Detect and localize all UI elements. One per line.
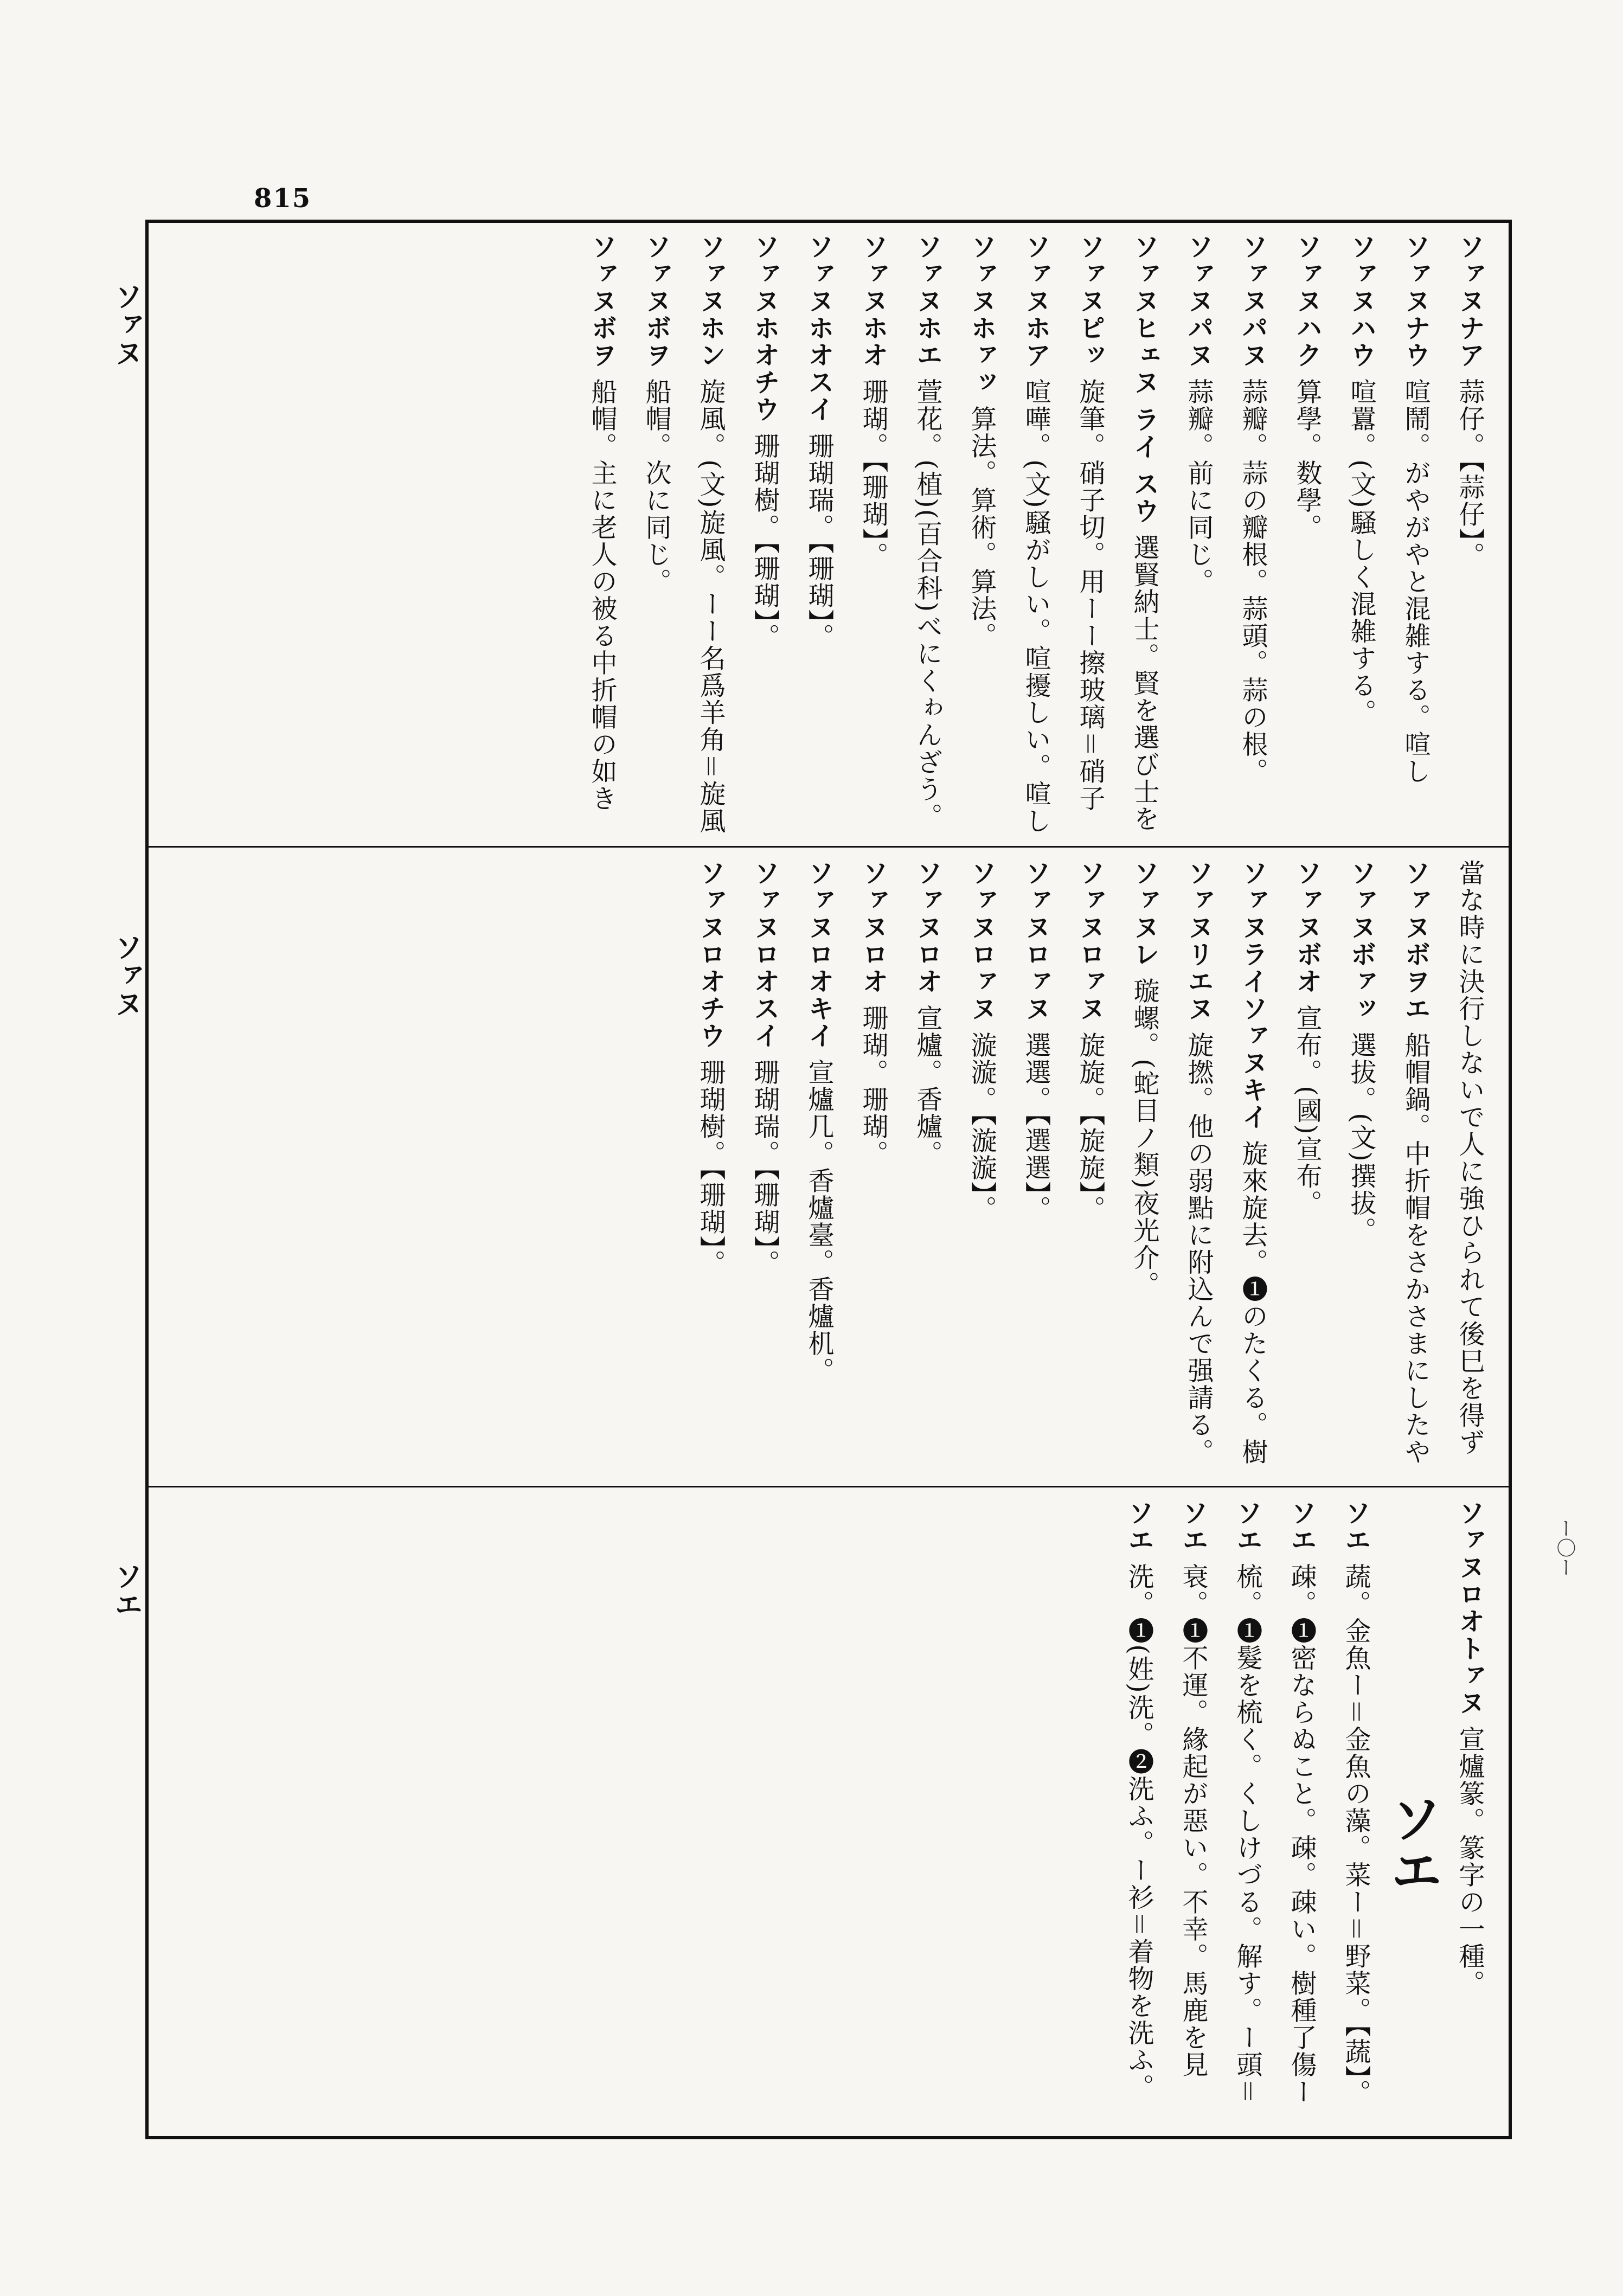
- entry-headword: ソエ: [1124, 1499, 1154, 1554]
- entry-definition: 珊瑚瑞。【珊瑚】。: [749, 1059, 780, 1277]
- side-tab-middle: ソァヌ: [110, 933, 142, 1017]
- section-bottom: [157, 1499, 1497, 2123]
- entry-headword: ソァヌホエ: [912, 233, 942, 369]
- entry-headword: ソァヌロァヌ: [966, 860, 997, 1022]
- entry-definition: 船帽。主に老人の被る中折帽の如き: [587, 378, 617, 812]
- entry-headword: ソァヌホオ: [858, 233, 888, 369]
- entry-definition: 旋來旋去。❶のたくる。樹: [1237, 1140, 1268, 1466]
- entry-definition: 珊瑚。【珊瑚】。: [858, 378, 888, 569]
- entry-definition: 蔬。金魚ー＝金魚の藻。菜ー＝野菜。【蔬】。: [1340, 1563, 1371, 2107]
- entry-definition: 萱花。(植)(百合科)べにくゎんざう。: [912, 378, 942, 830]
- page-number: 815: [254, 183, 312, 214]
- section-top: [157, 233, 1497, 835]
- entry-headword: ソァヌライソァヌキイ: [1237, 860, 1268, 1131]
- dictionary-entry: [1442, 233, 1497, 835]
- entry-definition: 喧嘩。(文)騒がしい。喧擾しい。喧し: [1021, 378, 1051, 835]
- dictionary-entry: [1280, 860, 1334, 1475]
- side-tab-top: ソァヌ: [110, 282, 142, 367]
- entry-definition: 衰。❶不運。緣起が惡い。不幸。馬鹿を見: [1178, 1563, 1208, 2079]
- entry-headword: ソエ: [1286, 1499, 1317, 1554]
- entry-definition: 蒜瓣。前に同じ。: [1183, 378, 1214, 595]
- entry-headword: ソァヌボヲ: [587, 233, 617, 369]
- dictionary-entry: [1171, 860, 1226, 1475]
- dictionary-entry: [1063, 233, 1117, 835]
- entry-definition: 梳。❶髮を梳く。くしけづる。解す。ー頭＝: [1232, 1563, 1262, 2106]
- entry-definition: 旋筆。硝子切。用ーー擦玻璃＝硝子: [1075, 378, 1105, 812]
- dictionary-entry: [846, 233, 900, 835]
- dictionary-entry: [1166, 1499, 1220, 2123]
- dictionary-entry: [1280, 233, 1334, 835]
- entry-headword: ソァヌロオ: [858, 860, 888, 995]
- dictionary-entry: [683, 233, 737, 835]
- entry-headword: ソエ: [1232, 1499, 1262, 1554]
- dictionary-entry: [1388, 233, 1442, 835]
- entry-definition: 珊瑚樹。【珊瑚】。: [695, 1059, 726, 1277]
- entry-definition: 旋旋。【旋旋】。: [1075, 1031, 1105, 1223]
- entry-headword: ソァヌパヌ: [1237, 233, 1268, 369]
- entry-definition: 選拔。(文)撰拔。: [1346, 1031, 1376, 1244]
- entry-headword: ソァヌナウ: [1400, 233, 1430, 369]
- entry-definition: 珊瑚瑞。【珊瑚】。: [804, 432, 834, 651]
- entry-definition: 選選。【選選】。: [1021, 1031, 1051, 1223]
- dictionary-entry: [792, 233, 846, 835]
- entry-headword: ソァヌレ: [1129, 860, 1159, 968]
- dictionary-entry: [1009, 860, 1063, 1475]
- dictionary-entry: [1274, 1499, 1329, 2123]
- dictionary-entry: [1009, 233, 1063, 835]
- dictionary-entry: [575, 233, 629, 835]
- dictionary-entry: [1220, 1499, 1274, 2123]
- dictionary-entry: [1117, 233, 1171, 835]
- dictionary-entry: [1226, 860, 1280, 1475]
- entry-definition: 蒜瓣。蒜の瓣根。蒜頭。蒜の根。: [1237, 378, 1268, 785]
- entry-definition: 珊瑚樹。【珊瑚】。: [749, 432, 780, 651]
- dictionary-entry: [954, 860, 1009, 1475]
- dictionary-entry: [1117, 860, 1171, 1475]
- entry-headword: ソァヌリエヌ: [1183, 860, 1214, 1022]
- entry-headword: ソァヌヒェヌ ライ スウ: [1129, 233, 1159, 525]
- dictionary-entry: [683, 860, 737, 1475]
- dictionary-entry: [1442, 860, 1497, 1475]
- entry-definition: 璇螺。(蛇目ノ類)夜光介。: [1129, 977, 1159, 1298]
- entry-headword: ソァヌボヲエ: [1400, 860, 1430, 1022]
- entry-headword: ソァヌホオチウ: [749, 233, 780, 423]
- entry-headword: ソァヌピッ: [1075, 233, 1105, 369]
- entry-definition: 船帽。次に同じ。: [641, 378, 671, 595]
- entry-headword: ソァヌナア: [1454, 233, 1485, 369]
- entry-headword: ソァヌホオスイ: [804, 233, 834, 423]
- dictionary-entry: [1334, 860, 1388, 1475]
- section-heading: ソエ: [1382, 1792, 1443, 1896]
- section-middle: [157, 860, 1497, 1475]
- entry-headword: ソァヌロオトァヌ: [1454, 1499, 1485, 1716]
- dictionary-entry: [900, 233, 954, 835]
- dictionary-entry: [1063, 860, 1117, 1475]
- entry-headword: ソァヌハウ: [1346, 233, 1376, 369]
- dictionary-entry: [1334, 233, 1388, 835]
- entry-headword: ソァヌホア: [1021, 233, 1051, 369]
- entry-headword: ソァヌロオ: [912, 860, 942, 995]
- entry-definition: 蒜仔。【蒜仔】。: [1454, 378, 1485, 569]
- dictionary-entry: [1226, 233, 1280, 835]
- entry-definition: 算法。算術。算法。: [966, 405, 997, 650]
- dictionary-entry: [954, 233, 1009, 835]
- entry-definition: 漩漩。【漩漩】。: [966, 1031, 997, 1223]
- entry-headword: ソエ: [1178, 1499, 1208, 1554]
- entry-definition: 喧鬧。がやがやと混雑する。喧し: [1400, 378, 1430, 785]
- entry-definition: 洗。❶(姓)洗。❷洗ふ。ー衫＝着物を洗ふ。: [1124, 1563, 1154, 2101]
- entry-definition: 當な時に決行しないで人に強ひられて後巳を得ず: [1454, 860, 1485, 1456]
- dictionary-entry: [1171, 233, 1226, 835]
- dictionary-entry: [846, 860, 900, 1475]
- entry-definition: 宣爐篆。篆字の一種。: [1454, 1726, 1485, 1997]
- entry-headword: ソァヌボァッ: [1346, 860, 1376, 1022]
- entry-headword: ソァヌロオスイ: [749, 860, 780, 1049]
- margin-mark: ー〇ー: [1554, 1518, 1576, 1577]
- entry-headword: ソァヌホン: [695, 233, 726, 369]
- entry-definition: 宣爐。香爐。: [912, 1004, 942, 1168]
- entry-definition: 算學。数學。: [1292, 378, 1322, 541]
- section-divider: [145, 846, 1512, 848]
- entry-definition: 喧囂。(文)騒しく混雑する。: [1346, 378, 1376, 726]
- entry-definition: 珊瑚。珊瑚。: [858, 1004, 888, 1168]
- entry-headword: ソァヌホァッ: [966, 233, 997, 396]
- side-tab-bottom: ソエ: [110, 1562, 142, 1618]
- entry-headword: ソァヌロァヌ: [1075, 860, 1105, 1022]
- entry-headword: ソァヌロオチウ: [695, 860, 726, 1049]
- entry-headword: ソァヌハク: [1292, 233, 1322, 369]
- entry-headword: ソァヌボヲ: [641, 233, 671, 369]
- dictionary-entry: [900, 860, 954, 1475]
- section-divider: [145, 1486, 1512, 1487]
- entry-definition: 旋撚。他の弱點に附込んで强請る。: [1183, 1031, 1214, 1466]
- dictionary-entry: [737, 860, 792, 1475]
- entry-definition: 宣爐几。香爐臺。香爐机。: [804, 1059, 834, 1384]
- entry-definition: 宣布。(國)宣布。: [1292, 1004, 1322, 1217]
- entry-definition: 選賢納士。賢を選び士を: [1129, 534, 1159, 832]
- dictionary-entry: [737, 233, 792, 835]
- entry-headword: ソァヌロァヌ: [1021, 860, 1051, 1022]
- entry-definition: 旋風。(文)旋風。ーー名爲羊角＝旋風: [695, 378, 726, 835]
- entry-headword: ソァヌパヌ: [1183, 233, 1214, 369]
- entry-headword: ソァヌボオ: [1292, 860, 1322, 995]
- dictionary-entry: [1388, 860, 1442, 1475]
- dictionary-entry: [1329, 1499, 1383, 2123]
- dictionary-entry: [629, 233, 683, 835]
- dictionary-entry: [792, 860, 846, 1475]
- dictionary-entry: [1442, 1499, 1497, 2123]
- entry-definition: 船帽鍋。中折帽をさかさまにしたや: [1400, 1031, 1430, 1466]
- entry-headword: ソエ: [1340, 1499, 1371, 1554]
- entry-definition: 疎。❶密ならぬこと。疎。疎い。樹種了傷ー: [1286, 1563, 1317, 2106]
- dictionary-entry: [1112, 1499, 1166, 2123]
- entry-headword: ソァヌロオキイ: [804, 860, 834, 1049]
